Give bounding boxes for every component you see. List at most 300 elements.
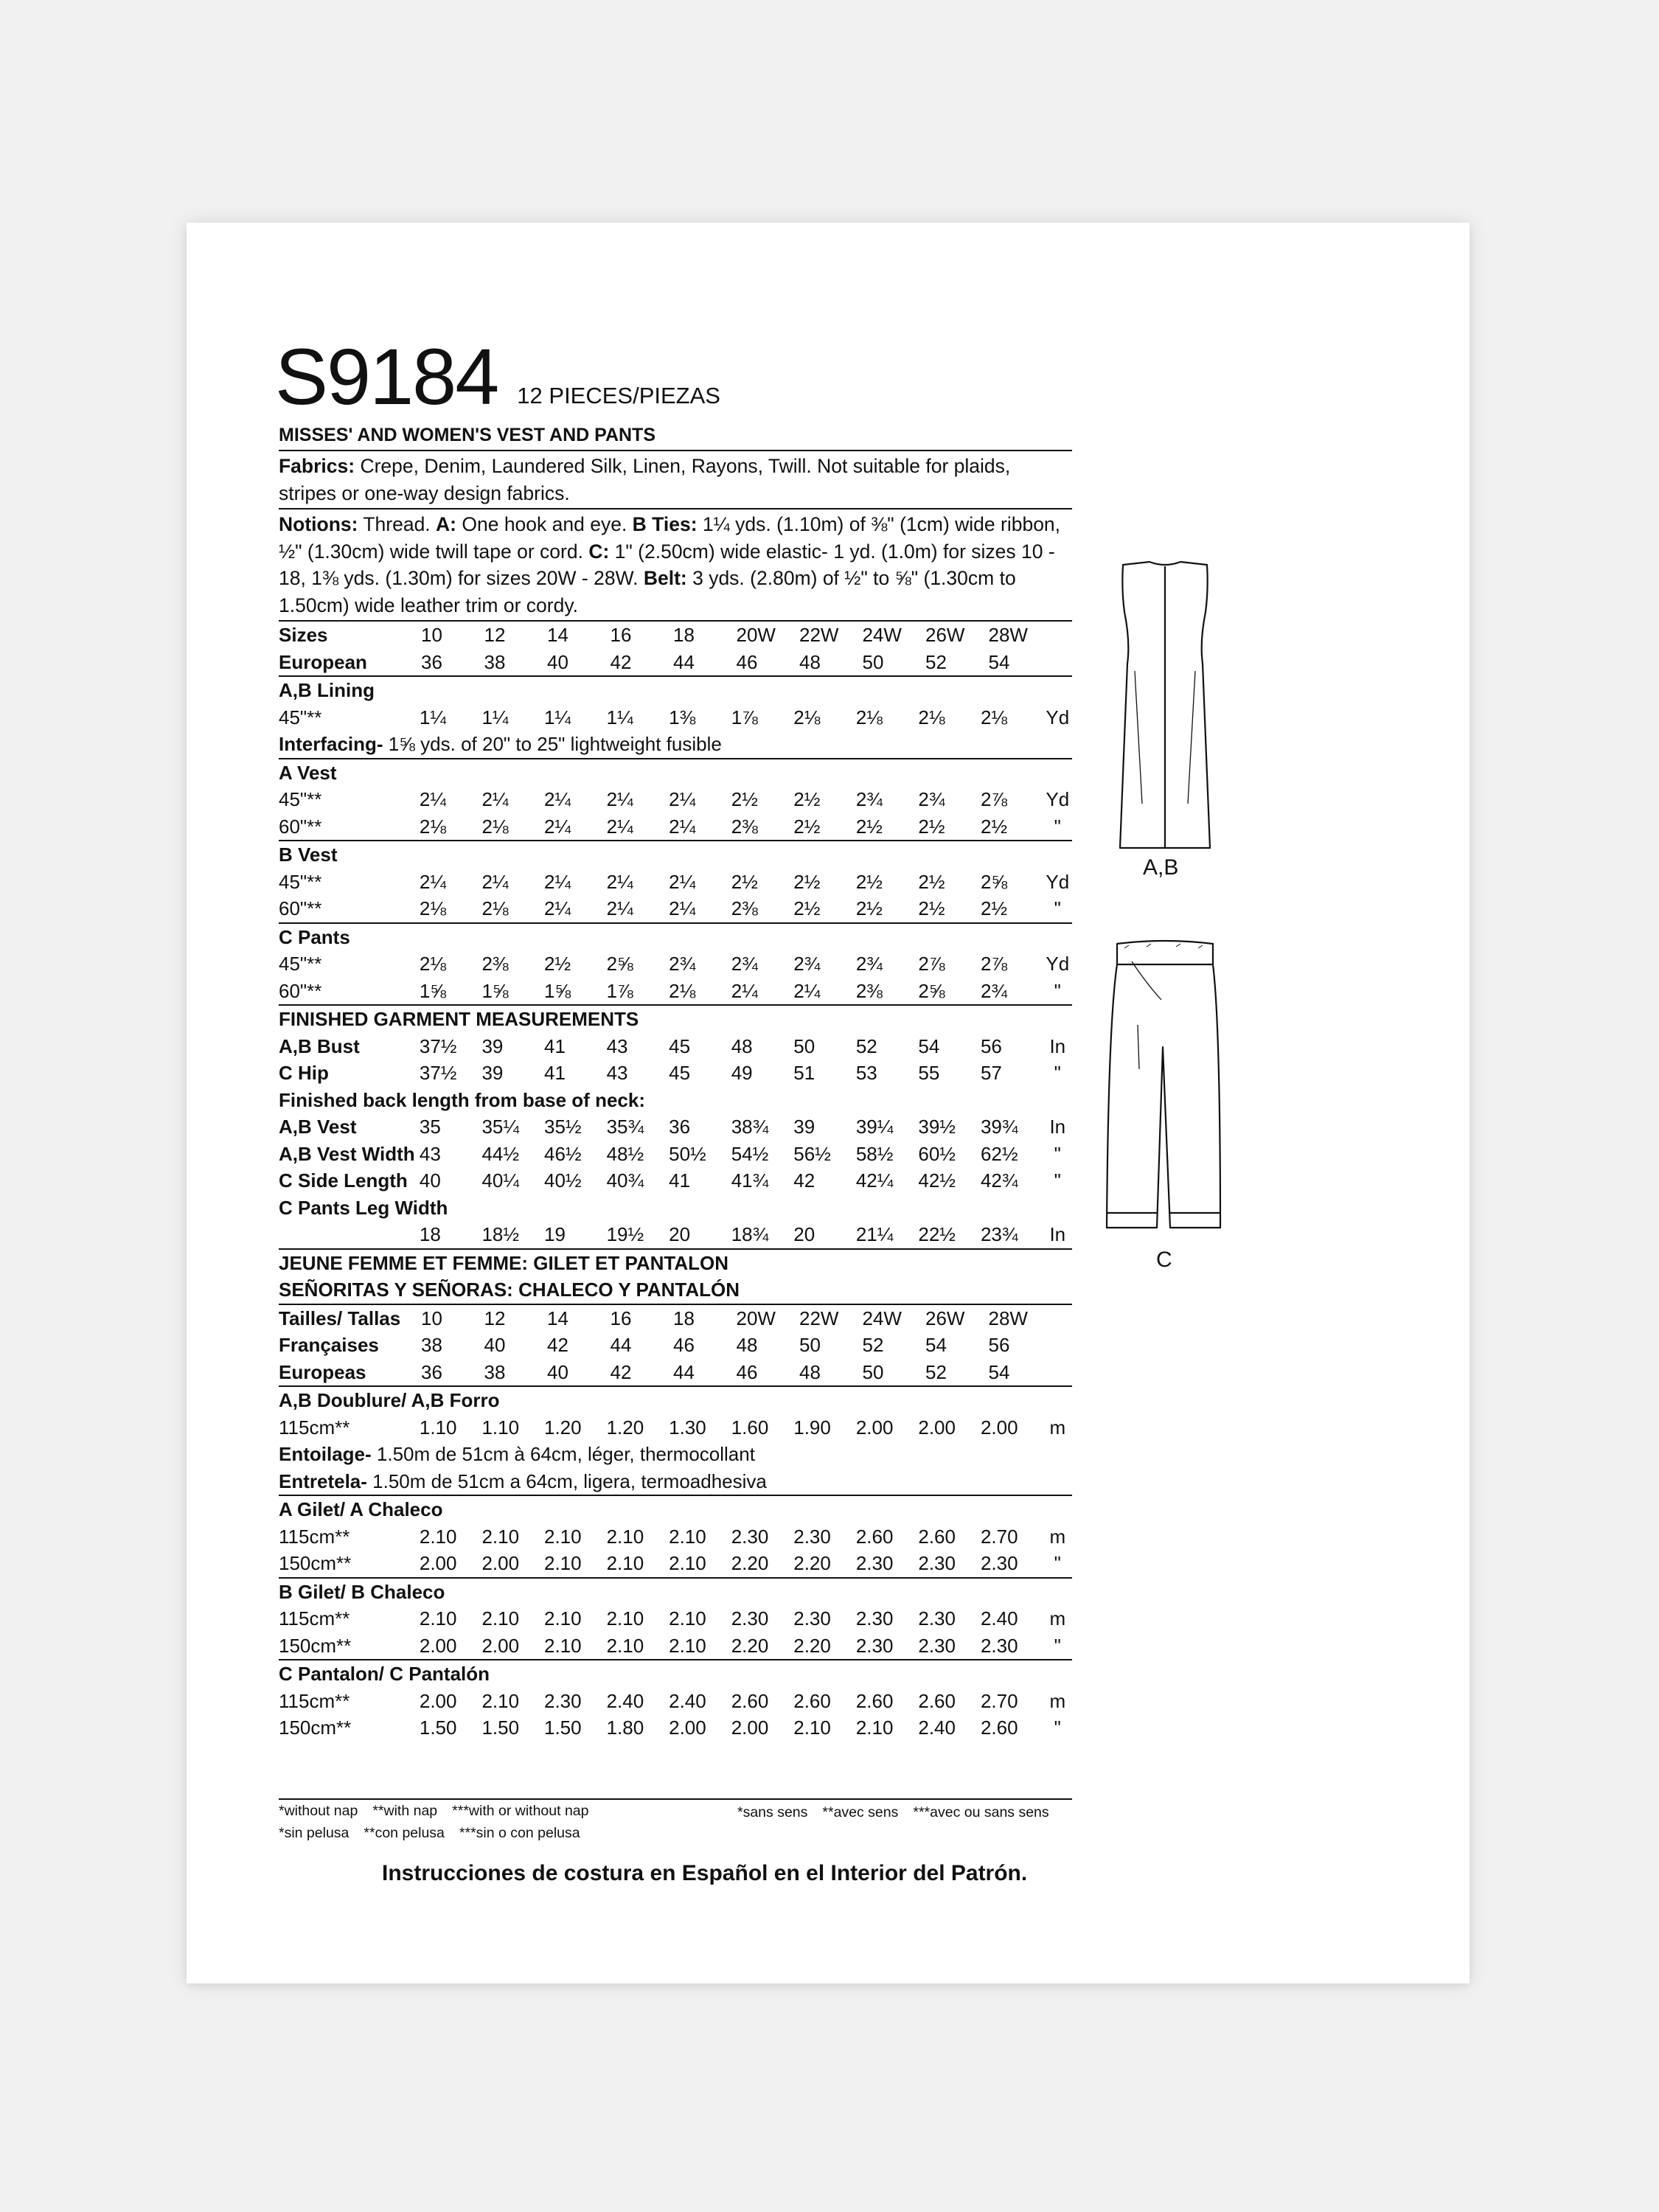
row-label: 45"** <box>279 788 322 810</box>
row-value: 1.30 <box>669 1416 706 1439</box>
row-value: 1.20 <box>544 1416 582 1439</box>
row-value: 2.60 <box>793 1689 831 1712</box>
section-title: A Gilet/ A Chaleco <box>279 1498 443 1520</box>
row-value: 48 <box>731 1034 753 1057</box>
row-value: 46½ <box>544 1142 582 1165</box>
row-value: 39 <box>481 1062 504 1084</box>
row-value: 12 <box>484 1307 506 1329</box>
row-label: 115cm** <box>279 1607 350 1630</box>
row-value: 2.40 <box>980 1607 1018 1630</box>
yardage-row <box>279 978 1072 1005</box>
yardage-row <box>279 786 1072 813</box>
row-value: 42 <box>793 1169 815 1192</box>
row-value: 56 <box>980 1034 1002 1057</box>
row-unit: Yd <box>1046 788 1070 810</box>
row-value: 21¼ <box>855 1223 894 1245</box>
footnotes: *without nap **with nap ***with or without nap *sin pelusa **con pelusa ***sin o con pelusa *sans sens **avec sens ***avec ou sans sens <box>279 1798 1072 1800</box>
row-value: 1.50 <box>544 1717 582 1739</box>
row-value: 2.60 <box>980 1717 1018 1739</box>
size-row <box>279 1332 1072 1359</box>
row-value: 52 <box>925 650 947 673</box>
pants-view-label: C <box>1156 1248 1172 1272</box>
section-title: C Pants <box>279 925 350 948</box>
row-value: 52 <box>855 1034 877 1057</box>
row-value: 2¼ <box>669 815 696 838</box>
row-value: 38¾ <box>731 1116 769 1138</box>
row-value: 24W <box>862 1307 902 1329</box>
lining-section <box>279 677 1072 759</box>
row-value: 1⅝ <box>419 979 447 1002</box>
row-value: 2.00 <box>481 1552 520 1574</box>
row-value: 58½ <box>855 1142 894 1165</box>
row-value: 40 <box>547 1360 568 1383</box>
row-unit: Yd <box>1046 953 1070 975</box>
row-value: 2.00 <box>481 1634 520 1657</box>
row-value: 2.10 <box>544 1607 582 1630</box>
row-value: 44½ <box>481 1142 520 1165</box>
row-label: 60"** <box>279 897 322 919</box>
row-unit: " <box>1054 1062 1061 1084</box>
pants-c-section <box>279 924 1072 1006</box>
row-value: 2⅜ <box>731 897 758 919</box>
row-unit: m <box>1049 1416 1066 1439</box>
metric-lining-section <box>279 1387 1072 1496</box>
row-value: 2.30 <box>855 1607 894 1630</box>
row-value: 56½ <box>793 1142 831 1165</box>
row-value: 54 <box>925 1334 947 1356</box>
row-label: 150cm** <box>279 1717 352 1739</box>
row-value: 39 <box>793 1116 815 1138</box>
row-value: 2.30 <box>918 1607 956 1630</box>
notions-note: Notions: Thread. A: One hook and eye. B Ties: 1¼ yds. (1.10m) of ⅜" (1cm) wide ribbon, ½" (1.30cm) wide twill tape or cord. C: 1" (2.50cm) wide elastic- 1 yd. (1.0m) for sizes 10 - 18, 1⅜ yds. (1.30m) for sizes 20W - 28W. Belt: 3 yds. (2.80m) of ½" to ⅝" (1.30cm to 1.50cm) wide leather trim or cordy. <box>279 509 1072 622</box>
row-label: 115cm** <box>279 1525 350 1548</box>
row-value: 2.00 <box>669 1717 706 1739</box>
row-value: 18 <box>673 624 695 646</box>
row-value: 16 <box>610 1307 632 1329</box>
row-value: 1.50 <box>419 1717 457 1739</box>
row-value: 2¼ <box>544 788 571 810</box>
size-row <box>279 1305 1072 1332</box>
row-value: 2.00 <box>855 1416 894 1439</box>
row-value: 2⅛ <box>669 979 696 1002</box>
finished-measurements-section <box>279 1006 1072 1250</box>
row-value: 28W <box>988 1307 1028 1329</box>
row-value: 2.30 <box>980 1634 1018 1657</box>
row-label: 60"** <box>279 979 322 1002</box>
vest-a-section <box>279 759 1072 842</box>
row-value: 2.10 <box>606 1634 644 1657</box>
row-label: C Side Length <box>279 1169 408 1192</box>
row-value: 2.20 <box>793 1634 831 1657</box>
row-label: 115cm** <box>279 1416 350 1439</box>
row-value: 43 <box>606 1062 628 1084</box>
row-value: 42¾ <box>980 1169 1018 1192</box>
row-value: 39¼ <box>855 1116 894 1138</box>
row-unit: In <box>1049 1223 1066 1245</box>
row-value: 2½ <box>918 815 945 838</box>
row-value: 2⅝ <box>918 979 945 1002</box>
row-value: 2.00 <box>419 1689 457 1712</box>
row-value: 37½ <box>419 1062 457 1084</box>
row-value: 36 <box>421 1360 442 1383</box>
row-unit: m <box>1049 1689 1066 1712</box>
gilet-b-section <box>279 1579 1072 1661</box>
row-value: 44 <box>673 1360 695 1383</box>
row-value: 56 <box>988 1334 1010 1356</box>
row-value: 22W <box>799 624 839 646</box>
row-value: 2.40 <box>606 1689 644 1712</box>
row-value: 2.60 <box>731 1689 769 1712</box>
row-value: 50 <box>799 1334 821 1356</box>
row-value: 42 <box>610 650 632 673</box>
row-value: 2.30 <box>731 1607 769 1630</box>
row-value: 2½ <box>855 897 883 919</box>
row-value: 2.30 <box>793 1607 831 1630</box>
row-value: 2½ <box>793 815 821 838</box>
row-value: 22½ <box>918 1223 956 1245</box>
row-value: 2⅜ <box>481 953 509 975</box>
english-title: MISSES' AND WOMEN'S VEST AND PANTS <box>279 422 1072 451</box>
row-value: 2.10 <box>481 1689 520 1712</box>
yardage-row <box>279 1414 1072 1441</box>
row-value: 45 <box>669 1034 691 1057</box>
row-value: 39¾ <box>980 1116 1018 1138</box>
row-value: 2½ <box>855 870 883 893</box>
row-value: 2.10 <box>669 1552 706 1574</box>
row-value: 1.80 <box>606 1717 644 1739</box>
row-value: 2½ <box>980 897 1008 919</box>
french-spanish-title: JEUNE FEMME ET FEMME: GILET ET PANTALON SEÑORITAS Y SEÑORAS: CHALECO Y PANTALÓN <box>279 1250 1072 1305</box>
row-value: 52 <box>925 1360 947 1383</box>
row-value: 2⅝ <box>980 870 1008 893</box>
row-value: 1.10 <box>419 1416 457 1439</box>
row-value: 2.10 <box>544 1525 582 1548</box>
row-unit: In <box>1049 1034 1066 1057</box>
row-value: 54 <box>988 650 1010 673</box>
row-value: 1.50 <box>481 1717 520 1739</box>
row-value: 22W <box>799 1307 839 1329</box>
row-value: 2.10 <box>669 1525 706 1548</box>
row-unit: " <box>1054 1634 1061 1657</box>
pants-drawing <box>1102 936 1228 1239</box>
row-value: 2⅝ <box>606 953 633 975</box>
vest-view-label: A,B <box>1143 855 1179 880</box>
row-value: 2.00 <box>419 1634 457 1657</box>
row-value: 2.30 <box>918 1634 956 1657</box>
row-value: 2¼ <box>606 897 633 919</box>
yardage-row <box>279 1632 1072 1660</box>
measurement-row <box>279 1060 1072 1087</box>
row-value: 54 <box>918 1034 940 1057</box>
row-value: 48 <box>736 1334 758 1356</box>
row-value: 2.60 <box>855 1689 894 1712</box>
row-label: 150cm** <box>279 1634 352 1657</box>
size-row <box>279 622 1072 649</box>
row-value: 2.10 <box>606 1607 644 1630</box>
vest-drawing <box>1110 560 1220 855</box>
row-unit: " <box>1054 897 1061 919</box>
row-value: 2.10 <box>606 1552 644 1574</box>
row-value: 54½ <box>731 1142 769 1165</box>
pattern-number: S9184 <box>275 332 498 421</box>
row-value: 2⅞ <box>918 953 945 975</box>
row-value: 2¼ <box>606 788 633 810</box>
row-value: 2.10 <box>669 1634 706 1657</box>
row-value: 1⅞ <box>731 706 758 728</box>
row-value: 2¼ <box>606 815 633 838</box>
row-value: 48½ <box>606 1142 644 1165</box>
row-value: 2½ <box>918 870 945 893</box>
row-value: 2¼ <box>481 870 509 893</box>
section-title: B Vest <box>279 844 338 866</box>
row-value: 1¼ <box>419 706 447 728</box>
row-label: Tailles/ Tallas <box>279 1307 401 1329</box>
row-value: 2⅛ <box>855 706 883 728</box>
section-title: A Vest <box>279 761 337 784</box>
row-value: 39½ <box>918 1116 956 1138</box>
row-value: 2¼ <box>731 979 758 1002</box>
row-value: 2⅛ <box>793 706 821 728</box>
yardage-row <box>279 895 1072 922</box>
row-unit: " <box>1054 979 1061 1002</box>
size-row <box>279 649 1072 676</box>
row-value: 1.90 <box>793 1416 831 1439</box>
row-value: 38 <box>484 1360 506 1383</box>
row-label: Françaises <box>279 1334 379 1356</box>
row-value: 42 <box>610 1360 632 1383</box>
row-value: 2⅞ <box>980 788 1008 810</box>
section-title: B Gilet/ B Chaleco <box>279 1580 445 1603</box>
row-value: 41 <box>544 1062 566 1084</box>
row-value: 49 <box>731 1062 753 1084</box>
row-value: 2¼ <box>419 870 447 893</box>
row-value: 20W <box>736 1307 776 1329</box>
row-value: 44 <box>673 650 695 673</box>
row-value: 2¼ <box>669 897 696 919</box>
row-value: 26W <box>925 624 965 646</box>
row-value: 2.60 <box>918 1525 956 1548</box>
row-value: 2.10 <box>544 1634 582 1657</box>
yardage-row <box>279 813 1072 841</box>
row-value: 1¼ <box>544 706 571 728</box>
row-value: 2.30 <box>731 1525 769 1548</box>
section-title: FINISHED GARMENT MEASUREMENTS <box>279 1008 639 1030</box>
interfacing-note: Interfacing- 1⅝ yds. of 20" to 25" lightweight fusible <box>279 733 722 755</box>
measurement-row <box>279 1033 1072 1060</box>
pantalon-c-section <box>279 1660 1072 1742</box>
row-value: 1.60 <box>731 1416 769 1439</box>
row-value: 2.30 <box>980 1552 1018 1574</box>
row-value: 2¾ <box>855 788 883 810</box>
row-value: 2½ <box>855 815 883 838</box>
row-value: 2.00 <box>419 1552 457 1574</box>
row-value: 2⅛ <box>419 953 447 975</box>
row-value: 48 <box>799 650 821 673</box>
row-value: 52 <box>862 1334 884 1356</box>
row-value: 2.10 <box>544 1552 582 1574</box>
row-value: 2⅛ <box>419 815 447 838</box>
row-value: 1⅞ <box>606 979 633 1002</box>
pattern-pieces: 12 PIECES/PIEZAS <box>517 383 720 408</box>
row-label: 60"** <box>279 815 322 838</box>
row-value: 2.20 <box>731 1634 769 1657</box>
row-value: 16 <box>610 624 632 646</box>
row-value: 18½ <box>481 1223 520 1245</box>
row-value: 35½ <box>544 1116 582 1138</box>
row-value: 2¼ <box>606 870 633 893</box>
row-value: 35 <box>419 1116 441 1138</box>
row-value: 35¼ <box>481 1116 520 1138</box>
row-unit: In <box>1049 1116 1066 1138</box>
row-value: 12 <box>484 624 506 646</box>
row-label: A,B Vest Width <box>279 1142 415 1165</box>
row-value: 2.30 <box>793 1525 831 1548</box>
row-value: 41¾ <box>731 1169 769 1192</box>
section-subtitle: C Pants Leg Width <box>279 1196 448 1219</box>
row-value: 2¼ <box>544 897 571 919</box>
row-value: 43 <box>419 1142 441 1165</box>
row-label: A,B Bust <box>279 1034 360 1057</box>
row-value: 1⅝ <box>481 979 509 1002</box>
row-value: 40¾ <box>606 1169 644 1192</box>
yardage-chart <box>279 422 1072 1742</box>
row-value: 2⅛ <box>481 815 509 838</box>
row-value: 2.40 <box>918 1717 956 1739</box>
row-label: Sizes <box>279 624 328 646</box>
row-label: C Hip <box>279 1062 329 1084</box>
yardage-row <box>279 1605 1072 1632</box>
row-value: 2.10 <box>606 1525 644 1548</box>
row-value: 43 <box>606 1034 628 1057</box>
row-value: 42 <box>547 1334 568 1356</box>
row-value: 2.00 <box>731 1717 769 1739</box>
row-value: 2¼ <box>481 788 509 810</box>
row-value: 2⅜ <box>731 815 758 838</box>
row-value: 2¾ <box>980 979 1008 1002</box>
row-unit: Yd <box>1046 870 1070 893</box>
row-value: 2.30 <box>544 1689 582 1712</box>
row-value: 45 <box>669 1062 691 1084</box>
row-value: 18¾ <box>731 1223 769 1245</box>
row-value: 1.20 <box>606 1416 644 1439</box>
row-value: 39 <box>481 1034 504 1057</box>
row-label: 45"** <box>279 953 322 975</box>
row-value: 48 <box>799 1360 821 1383</box>
yardage-row <box>279 1688 1072 1715</box>
row-value: 40½ <box>544 1169 582 1192</box>
row-value: 1⅝ <box>544 979 571 1002</box>
row-value: 46 <box>673 1334 695 1356</box>
row-value: 55 <box>918 1062 940 1084</box>
section-title: A,B Lining <box>279 679 375 701</box>
row-value: 2¾ <box>855 953 883 975</box>
row-value: 14 <box>547 624 568 646</box>
yardage-row <box>279 869 1072 896</box>
row-value: 1¼ <box>606 706 633 728</box>
row-value: 2.70 <box>980 1689 1018 1712</box>
row-value: 2.10 <box>481 1525 520 1548</box>
row-value: 2½ <box>980 815 1008 838</box>
row-value: 2.20 <box>731 1552 769 1574</box>
english-sizes-section <box>279 622 1072 677</box>
section-subtitle: Finished back length from base of neck: <box>279 1088 645 1111</box>
entretela-note: Entretela- 1.50m de 51cm a 64cm, ligera, termoadhesiva <box>279 1470 767 1492</box>
row-value: 2½ <box>731 870 758 893</box>
row-value: 1⅜ <box>669 706 696 728</box>
row-unit: m <box>1049 1525 1066 1548</box>
row-unit: " <box>1054 1552 1061 1574</box>
row-value: 2.30 <box>855 1634 894 1657</box>
row-value: 2⅛ <box>918 706 945 728</box>
row-value: 36 <box>669 1116 691 1138</box>
row-value: 42¼ <box>855 1169 894 1192</box>
row-value: 42½ <box>918 1169 956 1192</box>
row-value: 18 <box>419 1223 441 1245</box>
row-value: 2.10 <box>669 1607 706 1630</box>
row-value: 40 <box>484 1334 506 1356</box>
row-value: 19 <box>544 1223 566 1245</box>
row-value: 2¼ <box>669 870 696 893</box>
row-value: 2.30 <box>855 1552 894 1574</box>
row-value: 2.70 <box>980 1525 1018 1548</box>
row-value: 2.40 <box>669 1689 706 1712</box>
row-value: 1¼ <box>481 706 509 728</box>
row-value: 28W <box>988 624 1028 646</box>
row-value: 36 <box>421 650 442 673</box>
row-value: 50 <box>793 1034 815 1057</box>
measurement-row <box>279 1141 1072 1168</box>
row-value: 19½ <box>606 1223 644 1245</box>
row-value: 26W <box>925 1307 965 1329</box>
row-label: 150cm** <box>279 1552 352 1574</box>
row-value: 50 <box>862 650 884 673</box>
row-value: 50 <box>862 1360 884 1383</box>
row-value: 1.10 <box>481 1416 520 1439</box>
row-label: 115cm** <box>279 1689 350 1712</box>
row-value: 40 <box>419 1169 441 1192</box>
yardage-row <box>279 1714 1072 1742</box>
row-value: 54 <box>988 1360 1010 1383</box>
row-value: 2.10 <box>793 1717 831 1739</box>
row-value: 2½ <box>918 897 945 919</box>
row-value: 62½ <box>980 1142 1018 1165</box>
row-value: 46 <box>736 1360 758 1383</box>
yardage-row <box>279 950 1072 978</box>
row-value: 35¾ <box>606 1116 644 1138</box>
measurement-row <box>279 1113 1072 1141</box>
row-label: Europeas <box>279 1360 366 1383</box>
row-value: 14 <box>547 1307 568 1329</box>
row-value: 2½ <box>793 897 821 919</box>
row-value: 2½ <box>793 788 821 810</box>
row-value: 2¾ <box>669 953 696 975</box>
size-row <box>279 1359 1072 1386</box>
metric-sizes-section <box>279 1305 1072 1388</box>
gilet-a-section <box>279 1496 1072 1579</box>
pattern-header <box>275 306 720 421</box>
row-value: 40 <box>547 650 568 673</box>
row-value: 2⅛ <box>419 897 447 919</box>
row-label <box>279 1221 420 1248</box>
row-value: 2¼ <box>544 870 571 893</box>
row-unit: Yd <box>1046 706 1070 728</box>
row-value: 2.60 <box>855 1525 894 1548</box>
row-value: 2.10 <box>419 1525 457 1548</box>
row-value: 2¾ <box>918 788 945 810</box>
row-value: 2.00 <box>918 1416 956 1439</box>
row-value: 10 <box>421 1307 442 1329</box>
measurement-row <box>279 1221 1072 1248</box>
